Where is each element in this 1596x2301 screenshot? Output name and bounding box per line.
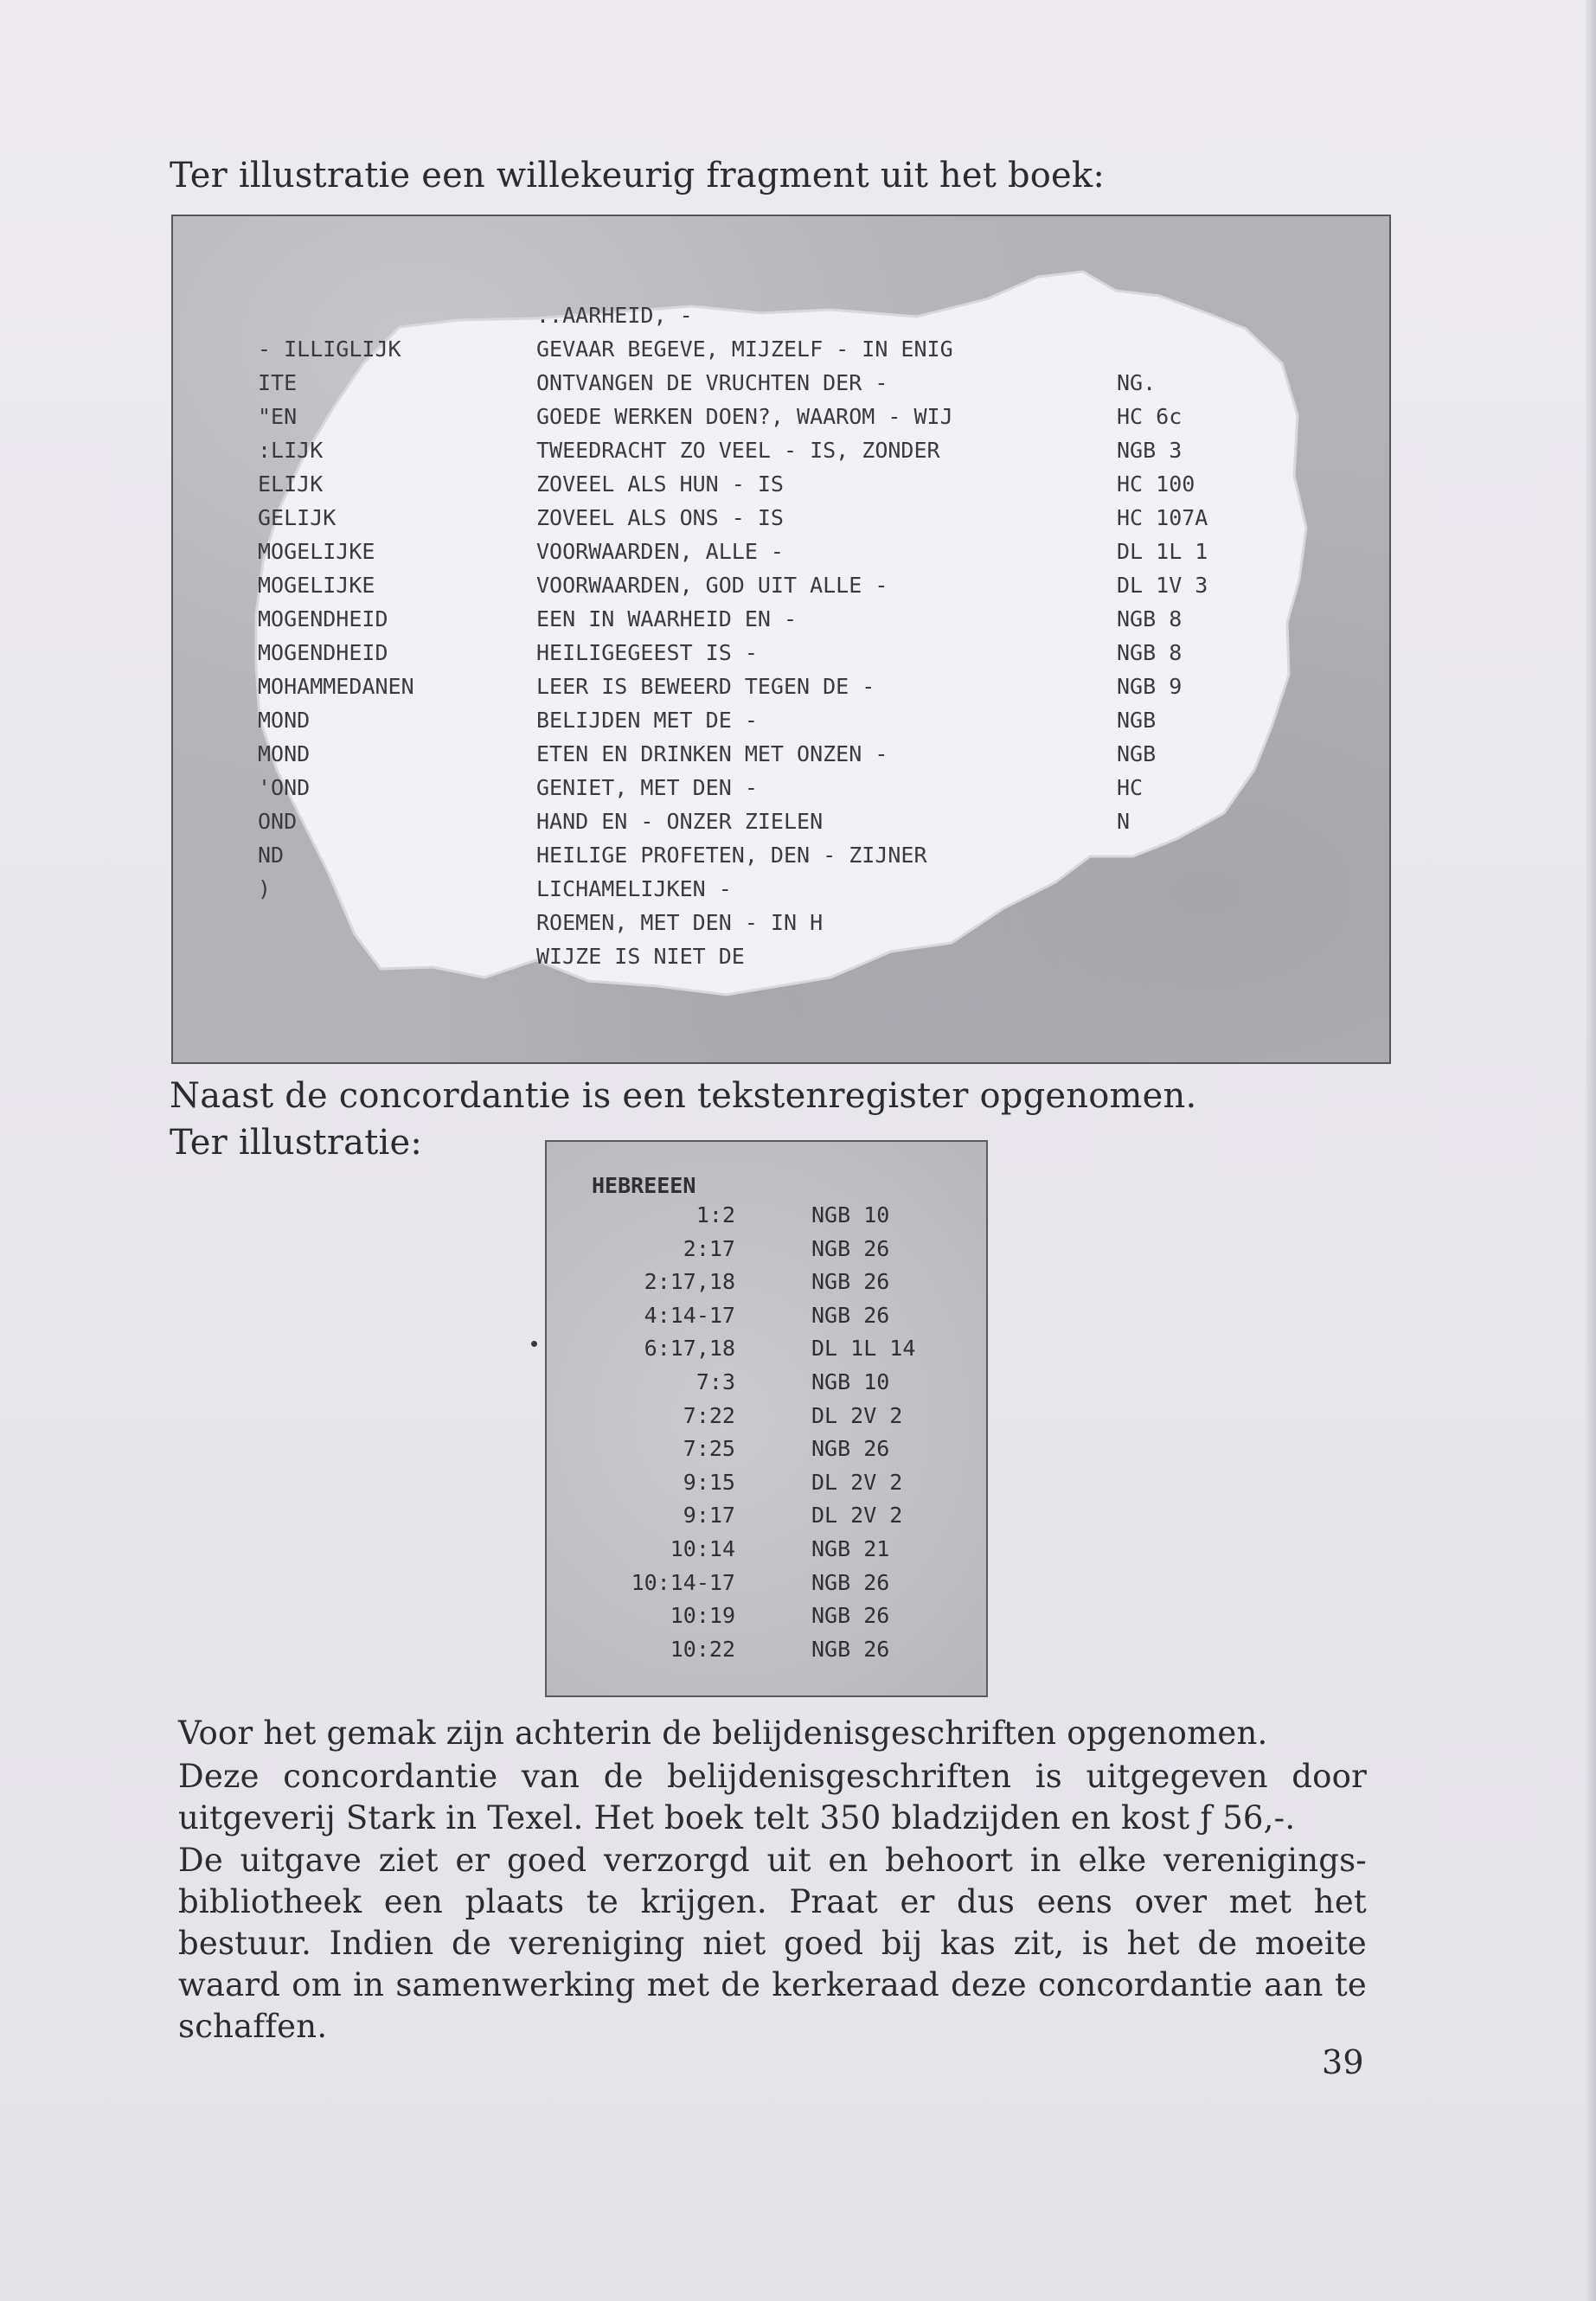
concordance-fragment-figure [171,215,1391,1064]
fragment-reference: NGB 3 [1117,438,1183,463]
fragment-word: MOND [258,741,311,766]
register-reference: DL 2V 2 [811,1503,903,1529]
register-reference: NGB 26 [811,1302,890,1328]
register-verse: 6:17,18 [644,1336,735,1362]
register-verse: 10:19 [670,1603,735,1629]
fragment-reference: HC 100 [1117,471,1195,497]
fragment-reference: DL 1V 3 [1117,573,1208,598]
register-verse: 7:25 [683,1436,735,1462]
fragment-reference: NGB [1117,741,1157,766]
fragment-phrase: HEILIGEGEEST IS - [536,640,758,665]
fragment-word: MOHAMMEDANEN [258,674,414,699]
register-reference: NGB 26 [811,1636,890,1662]
fragment-word: ELIJK [258,471,324,497]
register-row [547,1603,986,1636]
register-row [547,1303,986,1336]
fragment-reference: HC [1117,775,1144,800]
register-reference: NGB 10 [811,1369,890,1394]
fragment-reference: NG. [1117,370,1157,395]
register-reference: DL 1L 14 [811,1336,916,1362]
fragment-phrase: HEILIGE PROFETEN, DEN - ZIJNER [536,843,927,868]
fragment-phrase: ..AARHEID, - [536,303,693,328]
fragment-reference: HC 6c [1117,404,1183,429]
text-register-figure [545,1140,988,1697]
register-verse: 2:17 [683,1235,735,1261]
register-reference: NGB 26 [811,1269,890,1295]
fragment-phrase: VOORWAARDEN, GOD UIT ALLE - [536,573,888,598]
register-verse: 1:2 [695,1202,735,1227]
fragment-phrase: ZOVEEL ALS ONS - IS [536,505,784,530]
fragment-word: ND [258,843,285,868]
fragment-phrase: VOORWAARDEN, ALLE - [536,539,784,564]
fragment-reference: HC 107A [1117,505,1208,530]
register-row [547,1202,986,1235]
fragment-phrase: BELIJDEN MET DE - [536,708,758,733]
register-row [547,1236,986,1269]
register-row [547,1536,986,1569]
register-verse: 9:17 [683,1503,735,1529]
fragment-phrase: LICHAMELIJKEN - [536,876,732,901]
fragment-reference: NGB [1117,708,1157,733]
register-reference: DL 2V 2 [811,1469,903,1495]
fragment-phrase: ETEN EN DRINKEN MET ONZEN - [536,741,888,766]
fragment-word: MOGELIJKE [258,573,375,598]
register-row [547,1369,986,1402]
register-verse: 4:14-17 [644,1302,735,1328]
fragment-reference: NGB 8 [1117,640,1183,665]
register-verse: 7:22 [683,1402,735,1428]
fragment-word: MOGENDHEID [258,606,388,631]
fragment-word: :LIJK [258,438,324,463]
fragment-phrase: ZOVEEL ALS HUN - IS [536,471,784,497]
register-reference: NGB 21 [811,1536,890,1561]
fragment-phrase: HAND EN - ONZER ZIELEN [536,809,824,834]
fragment-phrase: LEER IS BEWEERD TEGEN DE - [536,674,875,699]
fragment-phrase: ONTVANGEN DE VRUCHTEN DER - [536,370,888,395]
margin-dot [530,1340,539,1349]
intro-text: Ter illustratie een willekeurig fragment uit het boek: [170,156,1106,195]
register-illustration-label: Ter illustratie: [170,1123,423,1163]
register-reference: NGB 26 [811,1569,890,1595]
register-row [547,1637,986,1670]
fragment-word: MOGENDHEID [258,640,388,665]
register-reference: NGB 26 [811,1436,890,1462]
fragment-phrase: EEN IN WAARHEID EN - [536,606,798,631]
register-reference: DL 2V 2 [811,1402,903,1428]
fragment-word: 'OND [258,775,311,800]
register-verse: 7:3 [695,1369,735,1394]
fragment-reference: NGB 8 [1117,606,1183,631]
register-row [547,1269,986,1302]
fragment-word: OND [258,809,298,834]
fragment-word: ) [258,876,272,901]
register-row [547,1336,986,1368]
register-verse: 2:17,18 [644,1269,735,1295]
page-number: 39 [1322,2043,1364,2081]
fragment-reference: N [1117,809,1131,834]
register-row [547,1470,986,1503]
paragraph-3: De uitgave ziet er goed verzorgd uit en behoort in elke verenigings-bibliotheek een plaats te krijgen. Praat er dus eens over met het bestuur. Indien de vereniging niet goed bij kas zit, is het de moeite waard om in samenwerking met de kerkeraad deze concordantie aan te schaffen. [178,1842,1367,2045]
fragment-phrase: TWEEDRACHT ZO VEEL - IS, ZONDER [536,438,940,463]
fragment-word: GELIJK [258,505,337,530]
fragment-phrase: GENIET, MET DEN - [536,775,758,800]
register-intro-line: Naast de concordantie is een tekstenregister opgenomen. [170,1076,1197,1116]
fragment-word: "EN [258,404,298,429]
fragment-phrase: GEVAAR BEGEVE, MIJZELF - IN ENIG [536,336,953,362]
register-row [547,1403,986,1436]
fragment-word: MOND [258,708,311,733]
register-verse: 10:14-17 [631,1569,735,1595]
register-reference: NGB 10 [811,1202,890,1227]
fragment-reference: NGB 9 [1117,674,1183,699]
register-title: HEBREEEN [592,1173,696,1198]
fragment-word: - ILLIGLIJK [258,336,401,362]
register-verse: 9:15 [683,1469,735,1495]
register-verse: 10:14 [670,1536,735,1561]
paragraph-1: Voor het gemak zijn achterin de belijdenisgeschriften opgenomen. [178,1715,1268,1752]
register-reference: NGB 26 [811,1603,890,1629]
paragraph-2: Deze concordantie van de belijdenisgeschriften is uitgegeven door uitgeverij Stark in Texel. Het boek telt 350 bladzijden en kost ƒ 56,-. [178,1758,1367,1836]
fragment-word: MOGELIJKE [258,539,375,564]
register-row [547,1503,986,1535]
fragment-reference: DL 1L 1 [1117,539,1208,564]
register-row [547,1436,986,1469]
page-edge-shadow [1586,0,1596,2301]
register-reference: NGB 26 [811,1235,890,1261]
register-row [547,1570,986,1603]
fragment-phrase: GOEDE WERKEN DOEN?, WAAROM - WIJ [536,404,953,429]
fragment-word: ITE [258,370,298,395]
register-verse: 10:22 [670,1636,735,1662]
fragment-phrase: ROEMEN, MET DEN - IN H [536,910,824,935]
fragment-phrase: WIJZE IS NIET DE [536,944,745,969]
